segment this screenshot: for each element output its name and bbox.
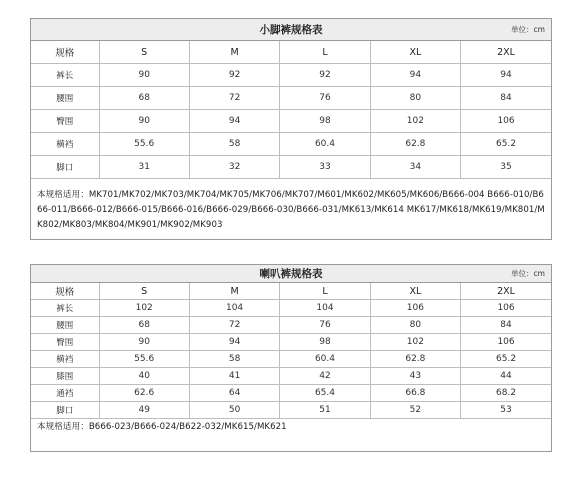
table-row <box>31 351 551 368</box>
size-chart-skinny-pants <box>30 18 552 240</box>
table-cell: 94 <box>461 64 551 87</box>
row-label: 腰围 <box>31 87 99 110</box>
table-cell: 76 <box>280 317 370 334</box>
row-label: 臀围 <box>31 334 99 351</box>
table-row <box>31 87 551 110</box>
table-cell: 55.6 <box>99 351 189 368</box>
table-row <box>31 133 551 156</box>
table-row <box>31 402 551 419</box>
table-cell: 90 <box>99 110 189 133</box>
table-cell: 32 <box>189 156 279 179</box>
table-cell: 68.2 <box>461 385 551 402</box>
table-cell: 68 <box>99 87 189 110</box>
table-cell: 98 <box>280 110 370 133</box>
row-label: 臀围 <box>31 110 99 133</box>
table-cell: 72 <box>189 317 279 334</box>
header-row <box>31 41 551 64</box>
table-cell: 64 <box>189 385 279 402</box>
table-row <box>31 334 551 351</box>
unit-label: 单位：cm <box>511 25 545 34</box>
table-row <box>31 64 551 87</box>
row-label: 裤长 <box>31 300 99 317</box>
table-cell: 53 <box>461 402 551 419</box>
applicable-models-note: 本规格适用：B666-023/B666-024/B622-032/MK615/MK621 <box>37 422 287 432</box>
size-table <box>31 283 551 419</box>
table-cell: 106 <box>461 300 551 317</box>
header-cell-size: M <box>189 283 279 300</box>
header-cell-size: 2XL <box>461 41 551 64</box>
header-cell-size: XL <box>370 283 460 300</box>
table-cell: 31 <box>99 156 189 179</box>
table-cell: 58 <box>189 133 279 156</box>
table-cell: 84 <box>461 317 551 334</box>
table-cell: 80 <box>370 87 460 110</box>
table-row <box>31 385 551 402</box>
table-title-row <box>31 265 551 283</box>
table-cell: 43 <box>370 368 460 385</box>
header-cell-size: 2XL <box>461 283 551 300</box>
table-cell: 102 <box>370 110 460 133</box>
table-cell: 34 <box>370 156 460 179</box>
row-label: 裤长 <box>31 64 99 87</box>
table-cell: 49 <box>99 402 189 419</box>
table-row <box>31 317 551 334</box>
table-cell: 106 <box>370 300 460 317</box>
table-cell: 106 <box>461 110 551 133</box>
table-cell: 84 <box>461 87 551 110</box>
table-cell: 42 <box>280 368 370 385</box>
table-cell: 50 <box>189 402 279 419</box>
table-cell: 92 <box>189 64 279 87</box>
table-row <box>31 156 551 179</box>
row-label: 横裆 <box>31 351 99 368</box>
table-row <box>31 110 551 133</box>
table-cell: 94 <box>370 64 460 87</box>
table-title: 喇叭裤规格表 <box>259 268 323 280</box>
table-cell: 62.8 <box>370 351 460 368</box>
table-cell: 90 <box>99 64 189 87</box>
row-label: 脚口 <box>31 402 99 419</box>
table-cell: 33 <box>280 156 370 179</box>
table-cell: 102 <box>99 300 189 317</box>
row-label: 膝围 <box>31 368 99 385</box>
row-label: 通裆 <box>31 385 99 402</box>
table-cell: 104 <box>189 300 279 317</box>
table-title-row <box>31 19 551 41</box>
table-cell: 68 <box>99 317 189 334</box>
row-label: 脚口 <box>31 156 99 179</box>
table-cell: 80 <box>370 317 460 334</box>
table-cell: 65.2 <box>461 133 551 156</box>
table-cell: 35 <box>461 156 551 179</box>
table-cell: 90 <box>99 334 189 351</box>
table-cell: 104 <box>280 300 370 317</box>
table-cell: 66.8 <box>370 385 460 402</box>
size-chart-flare-pants <box>30 264 552 452</box>
table-cell: 72 <box>189 87 279 110</box>
size-table <box>31 41 551 179</box>
table-cell: 106 <box>461 334 551 351</box>
table-cell: 52 <box>370 402 460 419</box>
table-cell: 60.4 <box>280 133 370 156</box>
table-cell: 44 <box>461 368 551 385</box>
table-cell: 102 <box>370 334 460 351</box>
unit-label: 单位：cm <box>511 269 545 278</box>
table-cell: 94 <box>189 110 279 133</box>
header-row <box>31 283 551 300</box>
header-cell-size: L <box>280 41 370 64</box>
table-cell: 92 <box>280 64 370 87</box>
table-cell: 94 <box>189 334 279 351</box>
row-label: 横裆 <box>31 133 99 156</box>
header-cell-size: L <box>280 283 370 300</box>
row-label: 腰围 <box>31 317 99 334</box>
table-cell: 58 <box>189 351 279 368</box>
table-cell: 60.4 <box>280 351 370 368</box>
table-cell: 40 <box>99 368 189 385</box>
table-cell: 76 <box>280 87 370 110</box>
table-cell: 98 <box>280 334 370 351</box>
table-cell: 55.6 <box>99 133 189 156</box>
header-cell-spec: 规格 <box>31 283 99 300</box>
table-row <box>31 300 551 317</box>
header-cell-size: S <box>99 283 189 300</box>
table-cell: 62.8 <box>370 133 460 156</box>
table-cell: 65.2 <box>461 351 551 368</box>
applicable-models-note: 本规格适用：MK701/MK702/MK703/MK704/MK705/MK706/MK707/M601/MK602/MK605/MK606/B666-004 B666-010/B666-011/B666-012/B666-015/B666-016/B666-029/B666-030/B666-031/MK613/MK614 MK617/MK618/MK619/MK801/MK802/MK803/MK804/MK901/MK902/MK903 <box>37 190 545 230</box>
table-cell: 51 <box>280 402 370 419</box>
table-cell: 41 <box>189 368 279 385</box>
table-row <box>31 368 551 385</box>
table-cell: 62.6 <box>99 385 189 402</box>
table-cell: 65.4 <box>280 385 370 402</box>
header-cell-size: M <box>189 41 279 64</box>
header-cell-size: XL <box>370 41 460 64</box>
table-title: 小脚裤规格表 <box>259 24 323 36</box>
header-cell-size: S <box>99 41 189 64</box>
header-cell-spec: 规格 <box>31 41 99 64</box>
